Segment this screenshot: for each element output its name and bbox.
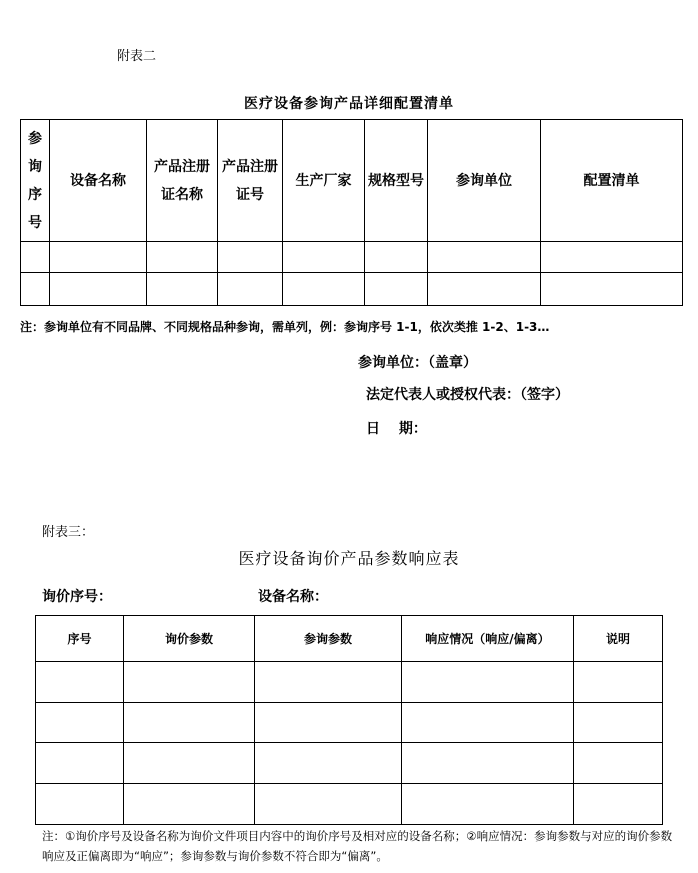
appendix2-note: 注：参询单位有不同品牌、不同规格品种参询，需单列，例：参询序号 1-1，依次类推 1-2、1-3… (20, 320, 550, 334)
table-row (36, 703, 663, 743)
header-remark: 说明 (574, 616, 663, 662)
signature-date: 日 期： (366, 421, 427, 437)
table-row (36, 743, 663, 784)
table-row (36, 662, 663, 703)
header-seq-no: 序号 (36, 616, 124, 662)
table-row (21, 273, 683, 306)
header-inquiry-params: 询价参数 (124, 616, 255, 662)
appendix2-title: 医疗设备参询产品详细配置清单 (244, 96, 454, 112)
header-seq: 参 询 序 号 (21, 120, 50, 242)
header-consult-params: 参询参数 (255, 616, 402, 662)
appendix2-label: 附表二 (117, 49, 157, 64)
appendix3-note: 注：①询价序号及设备名称为询价文件项目内容中的询价序号及相对应的设备名称；②响应情况：参询参数与对应的询价参数响应及正偏离即为“响应”；参询参数与询价参数不符合即为“偏离”。 (42, 829, 673, 863)
header-manufacturer: 生产厂家 (283, 120, 365, 242)
response-table (35, 615, 663, 825)
header-config: 配置清单 (541, 120, 683, 242)
header-reg-no: 产品注册 证号 (218, 120, 283, 242)
table-row (36, 784, 663, 825)
header-device-name: 设备名称 (50, 120, 147, 242)
signature-unit: 参询单位：（盖章） (358, 355, 477, 371)
header-reg-name: 产品注册 证名称 (147, 120, 218, 242)
device-name-label: 设备名称： (258, 589, 328, 605)
config-table (20, 119, 683, 306)
config-table-header (21, 120, 683, 242)
appendix3-label: 附表三： (42, 525, 95, 540)
table-row (21, 242, 683, 273)
response-table-header (36, 616, 663, 662)
header-unit: 参询单位 (428, 120, 541, 242)
header-spec-model: 规格型号 (365, 120, 428, 242)
header-response: 响应情况（响应/偏离） (402, 616, 574, 662)
signature-representative: 法定代表人或授权代表：（签字） (366, 387, 569, 403)
appendix3-title: 医疗设备询价产品参数响应表 (238, 549, 460, 568)
inquiry-no-label: 询价序号： (42, 589, 112, 605)
